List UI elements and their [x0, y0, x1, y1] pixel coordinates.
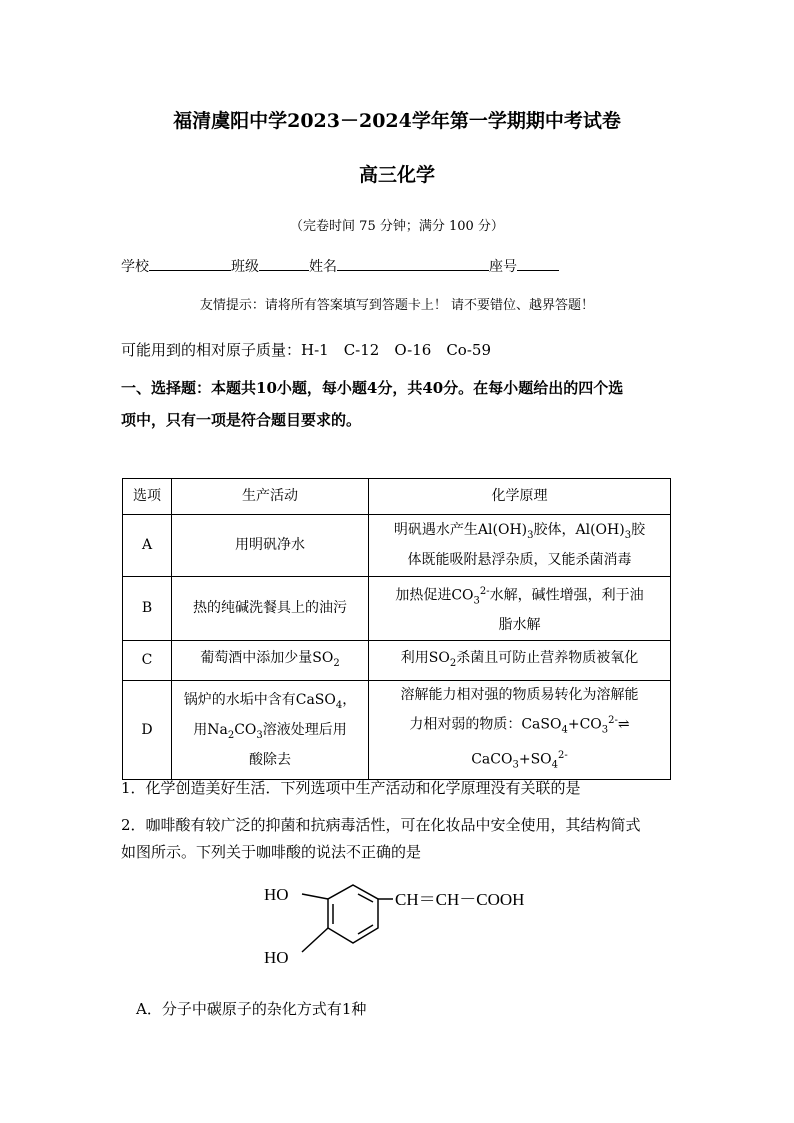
benzene-ring: [328, 885, 378, 943]
exam-subtitle: 高三化学: [358, 164, 435, 186]
question-2-line1: 2．咖啡酸有较广泛的抑菌和抗病毒活性，可在化妆品中安全使用，其结构简式: [121, 816, 641, 834]
row-activity: 锅炉的水垢中含有CaSO$_4$， 用$Na_2CO_3$溶液处理后用 酸除去: [172, 681, 369, 780]
row-activity: 用明矾净水: [172, 515, 369, 577]
row-option: C: [123, 641, 172, 681]
time-note: （完卷时间 75 分钟；满分 100 分）: [290, 219, 504, 234]
school-blank: [149, 256, 231, 271]
header-option: 选项: [123, 479, 172, 515]
caffeic-acid-structure: [258, 872, 538, 972]
row-option: A: [123, 515, 172, 577]
seat-label: 座号: [489, 259, 517, 275]
row-option: B: [123, 577, 172, 641]
oh-bottom-label: HO: [264, 948, 289, 967]
school-label: 学校: [121, 259, 149, 275]
question-1: 1．化学创造美好生活．下列选项中生产活动和化学原理没有关联的是: [121, 779, 581, 797]
question-2-line2: 如图所示。下列关于咖啡酸的说法不正确的是: [121, 843, 422, 861]
table-row: [123, 577, 671, 641]
table-row: [123, 515, 671, 577]
name-blank: [337, 256, 489, 271]
exam-title: 福清虞阳中学2023－2024学年第一学期期中考试卷: [173, 110, 621, 132]
atomic-mass-line: 可能用到的相对原子质量：H-1 C-12 O-16 Co-59: [121, 341, 491, 359]
class-blank: [259, 256, 309, 271]
row-principle: 溶解能力相对强的物质易转化为溶解能 力相对弱的物质：$CaSO_4+CO_3^{2-}\rightleftharpoons$ $CaCO_3+SO_4^{2-}$: [369, 681, 671, 780]
table-row: [123, 681, 671, 780]
name-label: 姓名: [309, 259, 337, 275]
q1-table: [122, 478, 671, 780]
row-option: D: [123, 681, 172, 780]
header-activity: 生产活动: [172, 479, 369, 515]
side-chain-label: CH＝CH－COOH: [395, 890, 525, 909]
row-activity: 葡萄酒中添加少量$SO_2$: [172, 641, 369, 681]
row-activity: 热的纯碱洗餐具上的油污: [172, 577, 369, 641]
table-header-row: [123, 479, 671, 515]
section1-instruction-line1: 一、选择题：本题共10小题，每小题4分，共40分。在每小题给出的四个选: [121, 379, 624, 397]
table-row: [123, 641, 671, 681]
header-principle: 化学原理: [369, 479, 671, 515]
seat-blank: [517, 256, 559, 271]
row-principle: 利用$SO_2$杀菌且可防止营养物质被氧化: [369, 641, 671, 681]
section1-instruction-line2: 项中，只有一项是符合题目要求的。: [121, 411, 362, 429]
q2-option-a: A．分子中碳原子的杂化方式有1种: [136, 1000, 367, 1018]
friendly-tip: 友情提示：请将所有答案填写到答题卡上！ 请不要错位、越界答题！: [199, 298, 595, 313]
class-label: 班级: [231, 259, 259, 275]
student-info-line: [121, 256, 559, 276]
oh-top-label: HO: [264, 885, 289, 904]
row-principle: 明矾遇水产生$Al(OH)_3$胶体，$Al(OH)_3$胶 体既能吸附悬浮杂质，又能杀菌消毒: [369, 515, 671, 577]
row-principle: 加热促进$CO_3^{2-}$水解，碱性增强，利于油 脂水解: [369, 577, 671, 641]
